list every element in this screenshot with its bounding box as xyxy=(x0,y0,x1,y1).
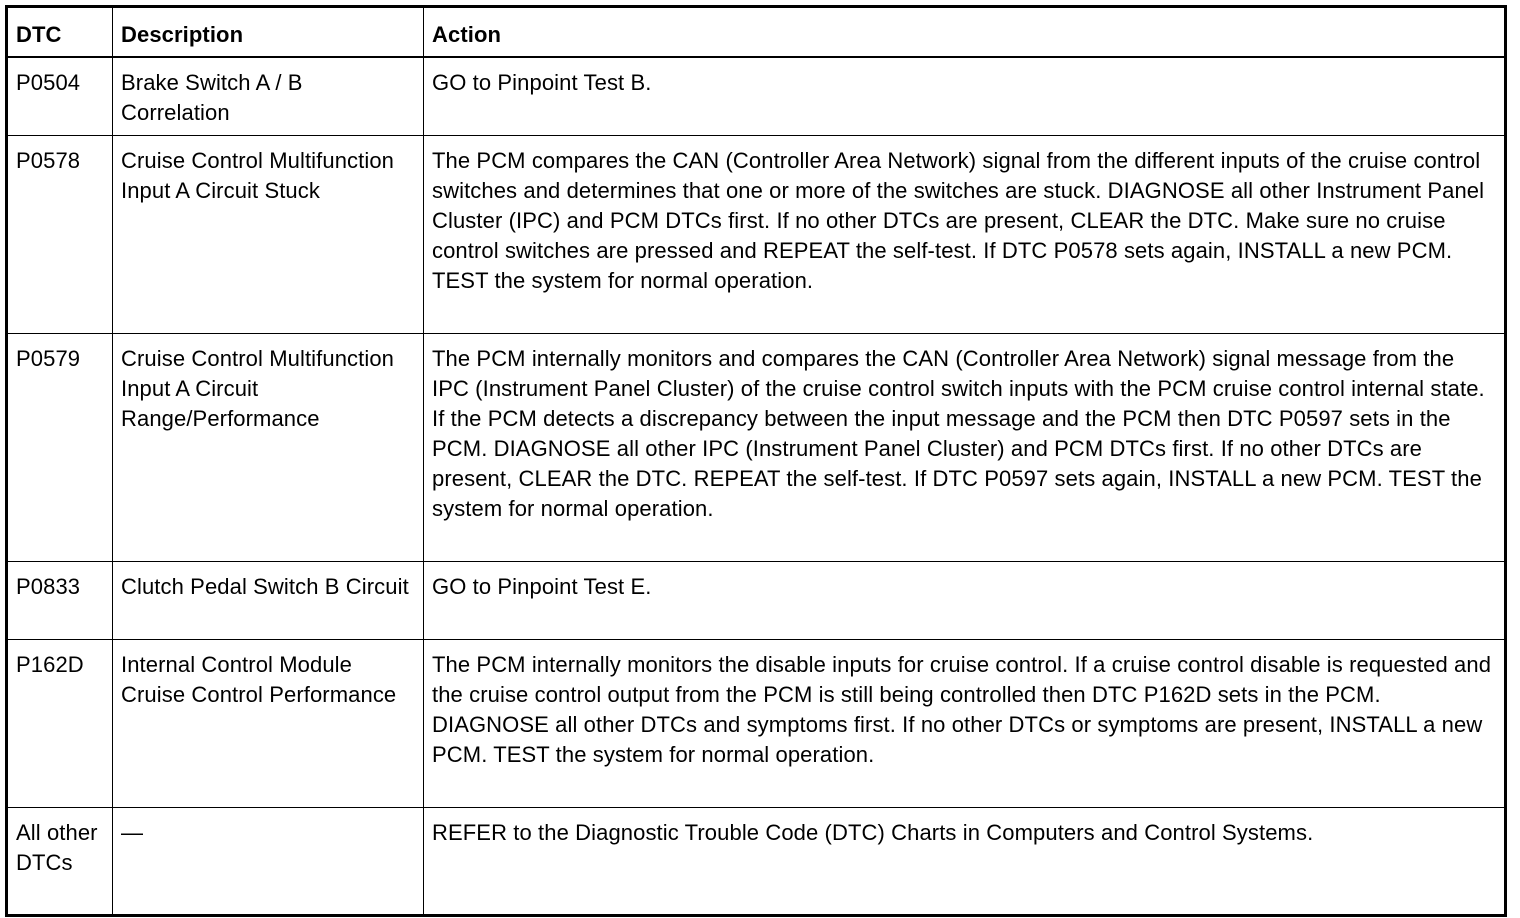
header-description: Description xyxy=(113,7,424,58)
dtc-table xyxy=(5,5,1507,917)
table-row xyxy=(7,135,1506,333)
dtc-code-cell: P0504 xyxy=(7,57,113,135)
action-cell: GO to Pinpoint Test E. xyxy=(424,561,1506,639)
action-cell: REFER to the Diagnostic Trouble Code (DTC) Charts in Computers and Control Systems. xyxy=(424,807,1506,915)
dtc-code-cell: P0578 xyxy=(7,135,113,333)
description-cell: Brake Switch A / B Correlation xyxy=(113,57,424,135)
dtc-code-cell: P0579 xyxy=(7,333,113,561)
table-row xyxy=(7,57,1506,135)
description-cell: Cruise Control Multifunction Input A Circuit Stuck xyxy=(113,135,424,333)
table-row xyxy=(7,807,1506,915)
description-cell: Internal Control Module Cruise Control Performance xyxy=(113,639,424,807)
table-row xyxy=(7,639,1506,807)
header-dtc: DTC xyxy=(7,7,113,58)
table-header-row xyxy=(7,7,1506,58)
dtc-code-cell: All other DTCs xyxy=(7,807,113,915)
description-cell: Clutch Pedal Switch B Circuit xyxy=(113,561,424,639)
dtc-code-cell: P0833 xyxy=(7,561,113,639)
action-cell: The PCM internally monitors the disable inputs for cruise control. If a cruise control disable is requested and the cruise control output from the PCM is still being controlled then DTC P162D sets in the PCM. DIAGNOSE all other DTCs and symptoms first. If no other DTCs or symptoms are present, INSTALL a new PCM. TEST the system for normal operation. xyxy=(424,639,1506,807)
dtc-code-cell: P162D xyxy=(7,639,113,807)
table-row xyxy=(7,333,1506,561)
description-cell: — xyxy=(113,807,424,915)
action-cell: The PCM internally monitors and compares the CAN (Controller Area Network) signal message from the IPC (Instrument Panel Cluster) of the cruise control switch inputs with the PCM cruise control internal state. If the PCM detects a discrepancy between the input message and the PCM then DTC P0597 sets in the PCM. DIAGNOSE all other IPC (Instrument Panel Cluster) and PCM DTCs first. If no other DTCs are present, CLEAR the DTC. REPEAT the self-test. If DTC P0597 sets again, INSTALL a new PCM. TEST the system for normal operation. xyxy=(424,333,1506,561)
action-cell: The PCM compares the CAN (Controller Area Network) signal from the different inputs of the cruise control switches and determines that one or more of the switches are stuck. DIAGNOSE all other Instrument Panel Cluster (IPC) and PCM DTCs first. If no other DTCs are present, CLEAR the DTC. Make sure no cruise control switches are pressed and REPEAT the self-test. If DTC P0578 sets again, INSTALL a new PCM. TEST the system for normal operation. xyxy=(424,135,1506,333)
description-cell: Cruise Control Multifunction Input A Circuit Range/Performance xyxy=(113,333,424,561)
table-row xyxy=(7,561,1506,639)
action-cell: GO to Pinpoint Test B. xyxy=(424,57,1506,135)
header-action: Action xyxy=(424,7,1506,58)
